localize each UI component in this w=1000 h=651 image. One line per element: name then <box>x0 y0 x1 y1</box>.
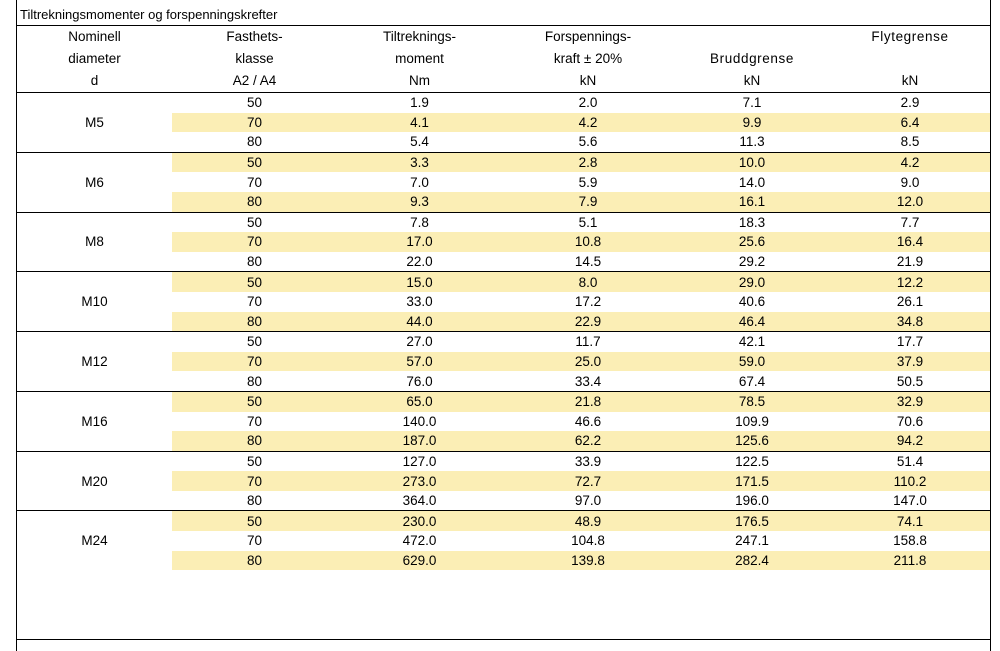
diameter-cell <box>17 332 172 352</box>
table-body <box>17 93 990 571</box>
preload-cell: 17.2 <box>574 294 602 310</box>
preload-cell: 139.8 <box>502 551 674 571</box>
preload-cell: 48.9 <box>502 511 674 531</box>
table-row <box>17 511 990 531</box>
preload-cell: 5.1 <box>502 212 674 232</box>
yield-load-cell: 12.0 <box>830 192 990 212</box>
torque-cell: 33.0 <box>406 294 433 310</box>
diameter-cell: M20 <box>17 471 172 491</box>
header-nominell: Nominell <box>68 29 121 44</box>
break-load-cell: 7.1 <box>674 93 830 113</box>
diameter-cell: M12 <box>17 352 172 372</box>
preload-cell: 97.0 <box>574 493 602 509</box>
preload-cell: 22.9 <box>502 312 674 332</box>
yield-load-cell: 34.8 <box>830 312 990 332</box>
class-cell: 70 <box>246 413 263 429</box>
preload-cell: 21.8 <box>502 391 674 411</box>
class-cell: 80 <box>246 134 263 150</box>
torque-table <box>17 26 990 570</box>
torque-cell: 364.0 <box>402 493 437 509</box>
torque-cell: 76.0 <box>406 373 433 389</box>
header-blank-2 <box>830 48 990 70</box>
table-row <box>17 292 990 312</box>
class-cell: 80 <box>172 312 337 332</box>
header-diameter: diameter <box>68 51 121 66</box>
torque-cell: 127.0 <box>337 451 502 471</box>
header-blank <box>674 26 830 48</box>
unit-class: A2 / A4 <box>172 70 337 93</box>
diameter-cell <box>17 132 172 152</box>
torque-cell: 629.0 <box>337 551 502 571</box>
table-row <box>17 252 990 272</box>
break-load-cell: 11.3 <box>739 134 765 150</box>
torque-table-frame <box>16 0 991 651</box>
yield-load-cell: 211.8 <box>830 551 990 571</box>
torque-cell: 5.4 <box>410 134 429 150</box>
break-load-cell: 176.5 <box>674 511 830 531</box>
diameter-cell <box>17 491 172 511</box>
preload-cell: 5.6 <box>578 134 598 150</box>
preload-cell: 5.9 <box>578 174 598 190</box>
preload-cell: 62.2 <box>502 431 674 451</box>
yield-load-cell: 7.7 <box>830 212 990 232</box>
preload-cell: 14.5 <box>574 254 602 270</box>
yield-load-cell: 110.2 <box>830 471 990 491</box>
torque-cell: 7.8 <box>337 212 502 232</box>
table-title: Tiltrekningsmomenter og forspenningskrefter <box>17 0 990 26</box>
diameter-cell <box>17 391 172 411</box>
preload-cell: 72.7 <box>502 471 674 491</box>
break-load-cell: 25.6 <box>674 232 830 252</box>
diameter-cell: M8 <box>17 232 172 252</box>
torque-cell: 140.0 <box>402 413 437 429</box>
torque-cell: 1.9 <box>337 93 502 113</box>
class-cell: 70 <box>246 533 263 549</box>
class-cell: 80 <box>246 373 263 389</box>
torque-cell: 3.3 <box>337 152 502 172</box>
break-load-cell: 14.0 <box>738 174 766 190</box>
unit-d: d <box>17 70 172 93</box>
break-load-cell: 78.5 <box>674 391 830 411</box>
diameter-cell: M16 <box>17 412 172 432</box>
table-row <box>17 132 990 152</box>
table-row <box>17 232 990 252</box>
preload-cell: 10.8 <box>502 232 674 252</box>
table-row <box>17 391 990 411</box>
class-cell: 70 <box>172 471 337 491</box>
preload-cell: 33.4 <box>574 373 602 389</box>
class-cell: 50 <box>172 332 337 352</box>
yield-load-cell: 147.0 <box>893 493 927 509</box>
class-cell: 80 <box>172 192 337 212</box>
torque-cell: 472.0 <box>402 533 437 549</box>
torque-cell: 65.0 <box>337 391 502 411</box>
break-load-cell: 122.5 <box>674 451 830 471</box>
table-row <box>17 352 990 372</box>
class-cell: 50 <box>172 93 337 113</box>
diameter-cell <box>17 93 172 113</box>
break-load-cell: 10.0 <box>674 152 830 172</box>
diameter-cell: M6 <box>17 172 172 192</box>
torque-cell: 187.0 <box>337 431 502 451</box>
table-row <box>17 412 990 432</box>
table-row <box>17 491 990 511</box>
preload-cell: 2.8 <box>502 152 674 172</box>
torque-cell: 9.3 <box>337 192 502 212</box>
yield-load-cell: 37.9 <box>830 352 990 372</box>
diameter-cell <box>17 551 172 571</box>
right-border <box>990 0 991 651</box>
diameter-cell: M5 <box>17 113 172 133</box>
table-row <box>17 93 990 113</box>
break-load-cell: 9.9 <box>674 113 830 133</box>
yield-load-cell: 9.0 <box>900 174 920 190</box>
table-header <box>17 26 990 93</box>
header-kraft: kraft ± 20% <box>553 51 623 66</box>
yield-load-cell: 50.5 <box>896 373 924 389</box>
diameter-cell <box>17 451 172 471</box>
torque-cell: 15.0 <box>337 272 502 292</box>
class-cell: 50 <box>172 212 337 232</box>
table-row <box>17 551 990 571</box>
yield-load-cell: 158.8 <box>893 533 927 549</box>
yield-load-cell: 32.9 <box>830 391 990 411</box>
diameter-cell <box>17 371 172 391</box>
yield-load-cell: 6.4 <box>830 113 990 133</box>
preload-cell: 25.0 <box>502 352 674 372</box>
table-row <box>17 192 990 212</box>
break-load-cell: 18.3 <box>674 212 830 232</box>
break-load-cell: 59.0 <box>674 352 830 372</box>
yield-load-cell: 94.2 <box>830 431 990 451</box>
table-row <box>17 531 990 551</box>
table-row <box>17 451 990 471</box>
yield-load-cell: 17.7 <box>830 332 990 352</box>
diameter-cell <box>17 212 172 232</box>
yield-load-cell: 70.6 <box>896 413 924 429</box>
yield-load-cell: 4.2 <box>830 152 990 172</box>
diameter-cell <box>17 511 172 531</box>
header-flytegrense: Flytegrense <box>871 29 949 44</box>
class-cell: 50 <box>172 391 337 411</box>
class-cell: 80 <box>246 493 263 509</box>
yield-load-cell: 51.4 <box>830 451 990 471</box>
diameter-cell <box>17 312 172 332</box>
class-cell: 50 <box>172 272 337 292</box>
table-row <box>17 371 990 391</box>
diameter-cell <box>17 272 172 292</box>
torque-cell: 22.0 <box>406 254 433 270</box>
unit-kn-yield: kN <box>830 70 990 93</box>
table-row <box>17 272 990 292</box>
diameter-cell <box>17 252 172 272</box>
table-row <box>17 152 990 172</box>
diameter-cell: M24 <box>17 531 172 551</box>
break-load-cell: 67.4 <box>738 373 766 389</box>
header-tiltreknings: Tiltreknings- <box>382 29 457 44</box>
preload-cell: 7.9 <box>502 192 674 212</box>
table-row <box>17 172 990 192</box>
torque-cell: 230.0 <box>337 511 502 531</box>
unit-kn-break: kN <box>674 70 830 93</box>
class-cell: 50 <box>172 511 337 531</box>
break-load-cell: 247.1 <box>735 533 769 549</box>
class-cell: 80 <box>246 254 263 270</box>
header-moment: moment <box>395 51 444 66</box>
class-cell: 80 <box>172 551 337 571</box>
torque-cell: 273.0 <box>337 471 502 491</box>
diameter-cell: M10 <box>17 292 172 312</box>
torque-cell: 27.0 <box>337 332 502 352</box>
header-bruddgrense: Bruddgrense <box>710 51 794 66</box>
bottom-border <box>17 639 990 640</box>
break-load-cell: 125.6 <box>674 431 830 451</box>
preload-cell: 2.0 <box>502 93 674 113</box>
torque-cell: 44.0 <box>337 312 502 332</box>
break-load-cell: 171.5 <box>674 471 830 491</box>
break-load-cell: 109.9 <box>735 413 769 429</box>
diameter-cell <box>17 192 172 212</box>
header-forspennings: Forspennings- <box>544 29 632 44</box>
preload-cell: 46.6 <box>574 413 602 429</box>
table-row <box>17 332 990 352</box>
yield-load-cell: 21.9 <box>896 254 924 270</box>
yield-load-cell: 12.2 <box>830 272 990 292</box>
yield-load-cell: 16.4 <box>830 232 990 252</box>
header-fasthets: Fasthets- <box>226 29 283 44</box>
table-row <box>17 471 990 491</box>
header-klasse: klasse <box>235 51 274 66</box>
class-cell: 50 <box>172 451 337 471</box>
yield-load-cell: 26.1 <box>896 294 924 310</box>
header-row-3 <box>17 70 990 93</box>
break-load-cell: 16.1 <box>674 192 830 212</box>
torque-cell: 57.0 <box>337 352 502 372</box>
preload-cell: 104.8 <box>571 533 605 549</box>
table-row <box>17 113 990 133</box>
preload-cell: 4.2 <box>502 113 674 133</box>
preload-cell: 8.0 <box>502 272 674 292</box>
class-cell: 70 <box>172 232 337 252</box>
break-load-cell: 282.4 <box>674 551 830 571</box>
class-cell: 50 <box>172 152 337 172</box>
break-load-cell: 42.1 <box>674 332 830 352</box>
break-load-cell: 46.4 <box>674 312 830 332</box>
unit-kn-preload: kN <box>502 70 674 93</box>
class-cell: 70 <box>172 352 337 372</box>
class-cell: 80 <box>172 431 337 451</box>
unit-nm: Nm <box>337 70 502 93</box>
yield-load-cell: 74.1 <box>830 511 990 531</box>
table-row <box>17 312 990 332</box>
header-row-2 <box>17 48 990 70</box>
class-cell: 70 <box>246 174 263 190</box>
class-cell: 70 <box>246 294 263 310</box>
table-row <box>17 212 990 232</box>
header-row-1 <box>17 26 990 48</box>
torque-cell: 17.0 <box>337 232 502 252</box>
diameter-cell <box>17 431 172 451</box>
class-cell: 70 <box>172 113 337 133</box>
break-load-cell: 29.0 <box>674 272 830 292</box>
yield-load-cell: 2.9 <box>830 93 990 113</box>
break-load-cell: 196.0 <box>735 493 769 509</box>
break-load-cell: 40.6 <box>738 294 766 310</box>
table-row <box>17 431 990 451</box>
diameter-cell <box>17 152 172 172</box>
yield-load-cell: 8.5 <box>900 134 920 150</box>
torque-cell: 7.0 <box>410 174 429 190</box>
preload-cell: 11.7 <box>502 332 674 352</box>
break-load-cell: 29.2 <box>738 254 766 270</box>
preload-cell: 33.9 <box>502 451 674 471</box>
torque-cell: 4.1 <box>337 113 502 133</box>
